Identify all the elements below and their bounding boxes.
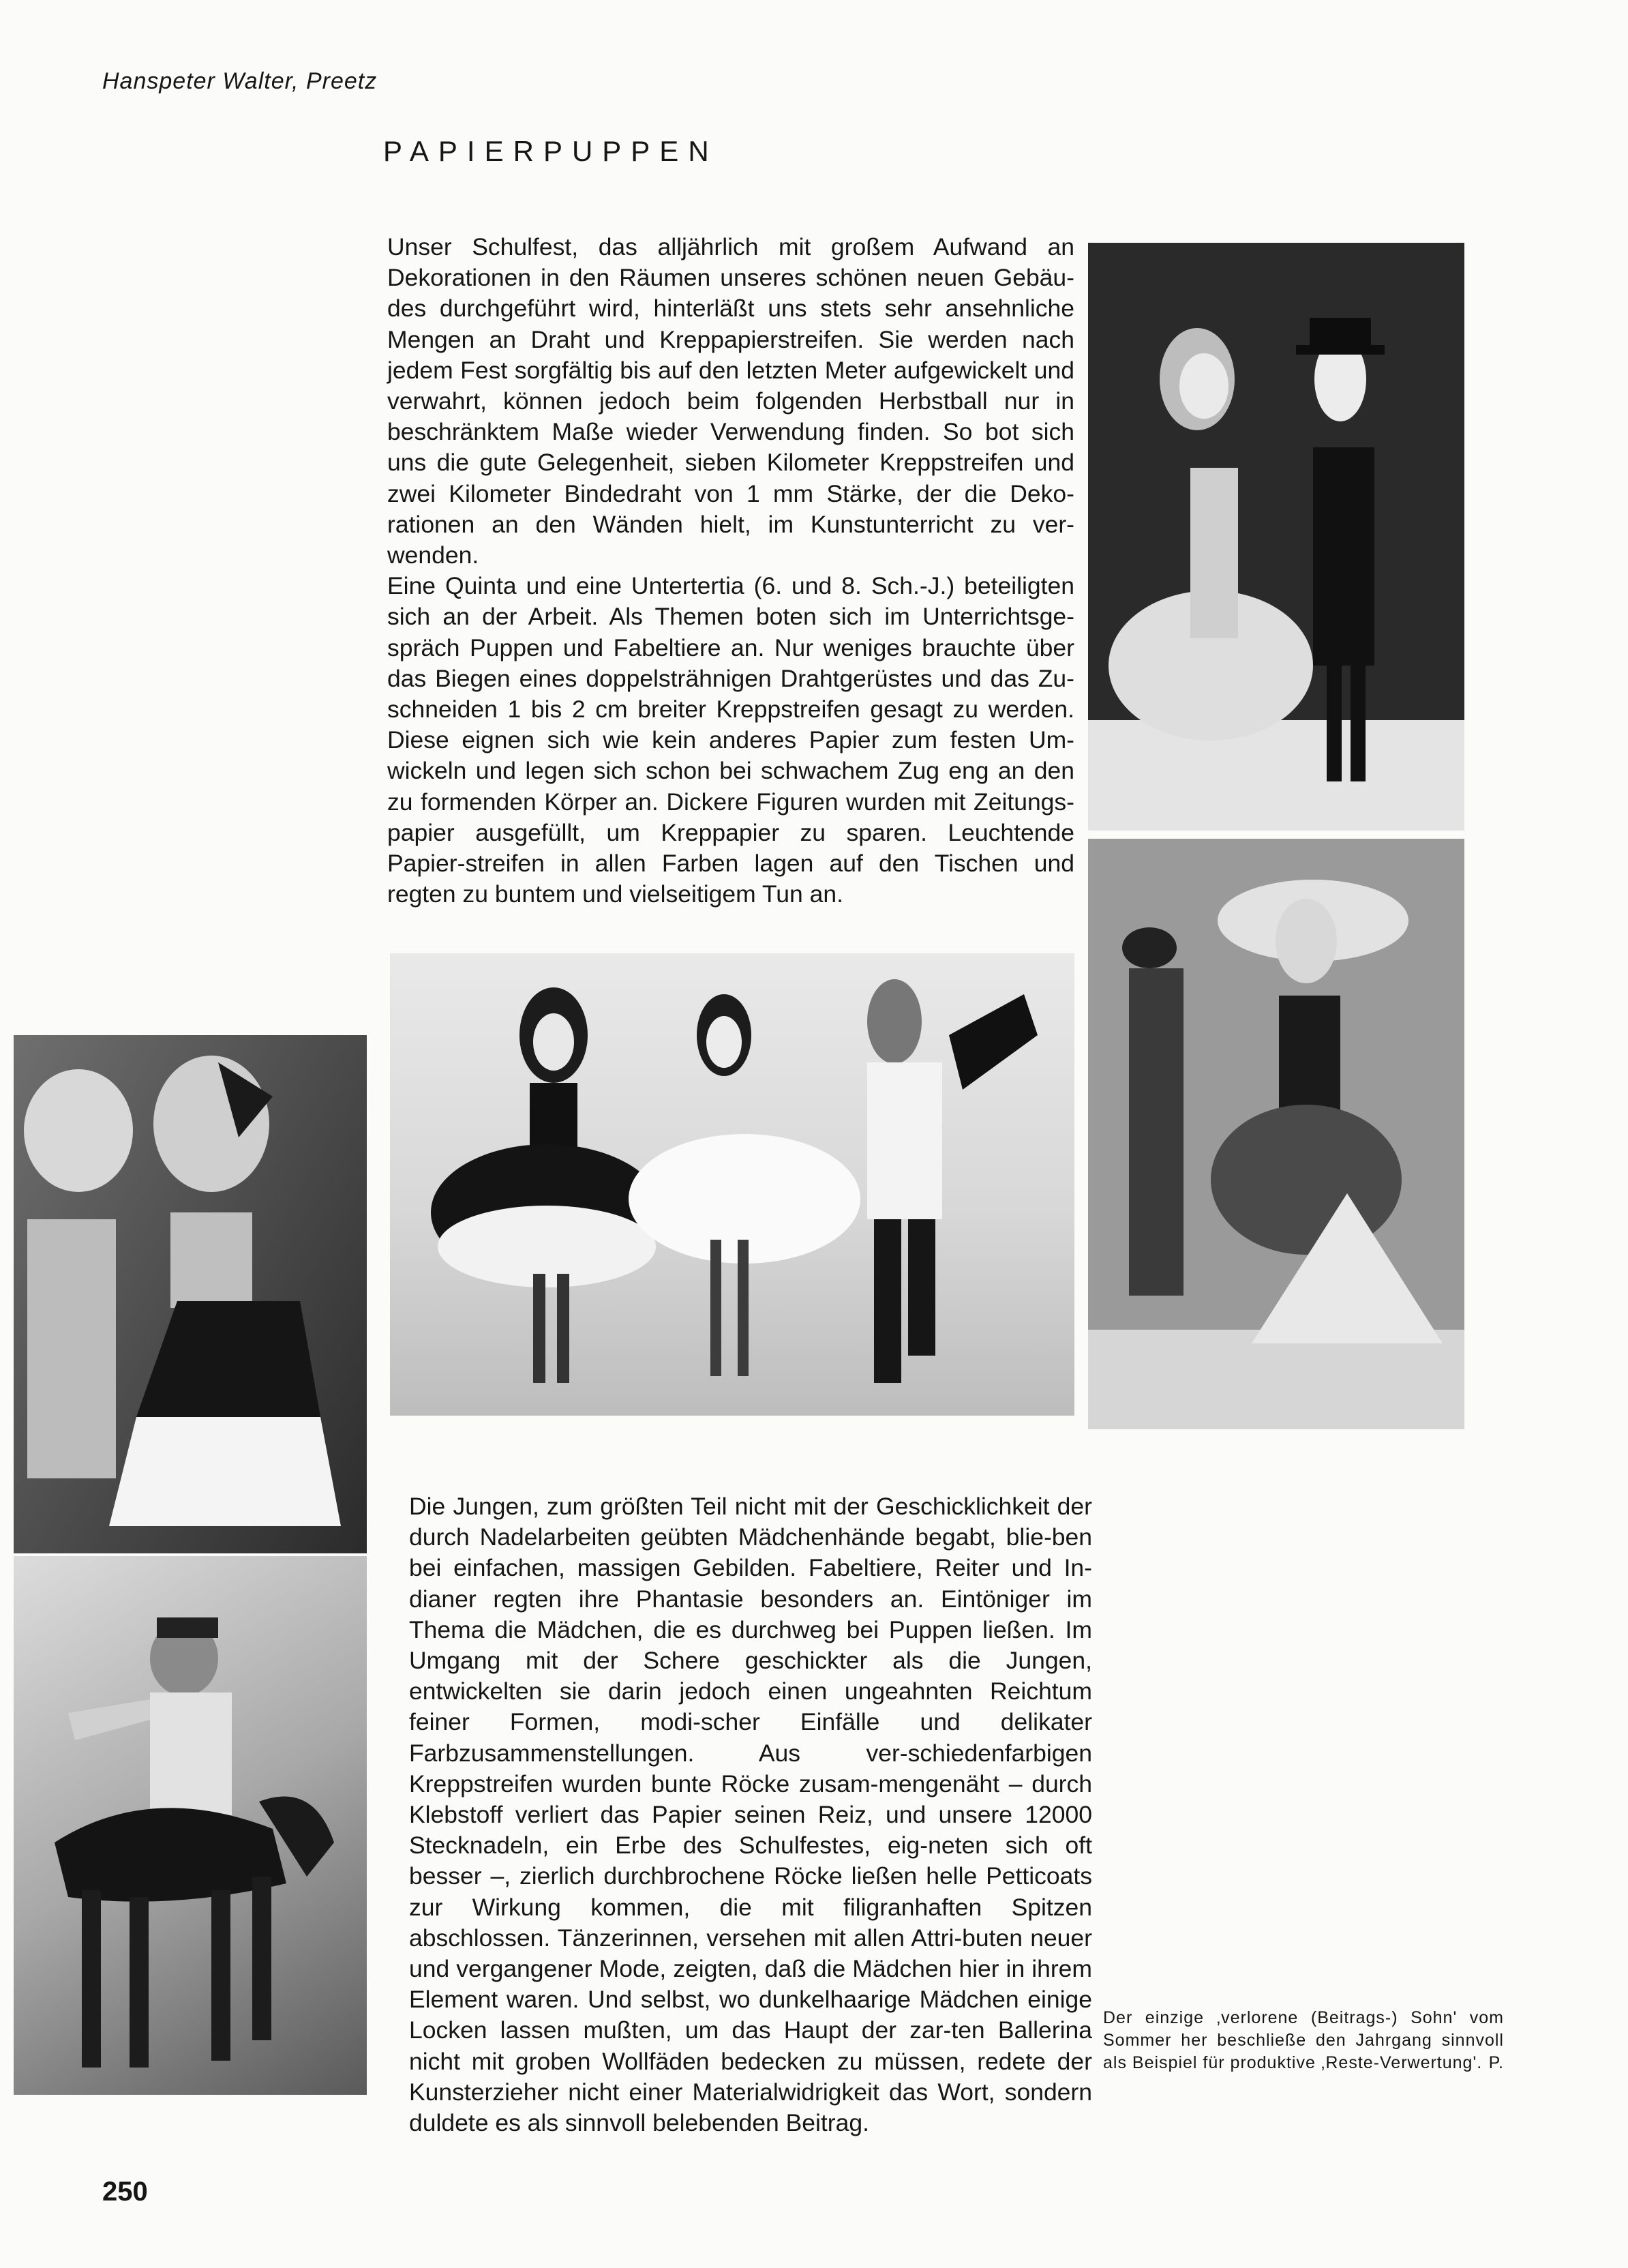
article-title: PAPIERPUPPEN (383, 135, 719, 167)
paragraph: Eine Quinta und eine Untertertia (6. und 8. Sch.-J.) beteiligten sich an der Arbeit. Als Themen boten sich im Unterrichtsge-spräch Puppen und Fabeltiere an. Nur weniges brauchte über das Biegen eines doppelsträhnigen Drahtgerüstes und das Zu-schneiden 1 bis 2 cm breiter Kreppstreifen gesagt zu werden. Diese eignen sich wie kein anderes Papier zum festen Um-wickeln und legen sich schon bei schwachem Zug eng an den zu formenden Körper an. Dickere Figuren wurden mit Zeitungs-papier ausgefüllt, um Kreppapier zu sparen. Leuchtende Papier-streifen in allen Farben lagen auf den Tischen und regten zu buntem und vielseitigem Tun an. (387, 572, 1074, 908)
photo-three-dancers (390, 953, 1074, 1416)
caption-signature: P. (1488, 2053, 1504, 2072)
photo-rider-on-horse-drawing (14, 1556, 367, 2095)
photo-couple-dancing-drawing (1088, 243, 1464, 831)
article-column-1 (387, 232, 1074, 910)
article-column-2 (409, 1491, 1092, 2138)
photo-three-dancers-drawing (390, 953, 1074, 1416)
paragraph: Die Jungen, zum größten Teil nicht mit der Geschicklichkeit der durch Nadelarbeiten geübten Mädchenhände begabt, blie-ben bei einfachen, massigen Gebilden. Fabeltiere, Reiter und In-dianer regten ihre Phantasie besonders an. Eintöniger im Thema die Mädchen, die es durchweg bei Puppen ließen. Im Umgang mit der Schere geschickter als die Jungen, entwickelten sie darin jedoch einen ungeahnten Reichtum feiner Formen, modi-scher Einfälle und delikater Farbzusammenstellungen. Aus ver-schiedenfarbigen Kreppstreifen wurden bunte Röcke zusam-mengenäht – durch Klebstoff verliert das Papier seinen Reiz, und unsere 12000 Stecknadeln, ein Erbe des Schulfestes, eig-neten sich oft besser –, zierlich durchbrochene Röcke ließen helle Petticoats zur Wirkung kommen, die mit filigranhaften Spitzen abschlossen. Tänzerinnen, versehen mit allen Attri-buten neuer und vergangener Mode, zeigten, daß die Mädchen hier in ihrem Element waren. Und selbst, wo dunkelhaarige Mädchen einige Locken lassen mußten, um das Haupt der zar-ten Ballerina nicht mit groben Wollfäden bedecken zu müssen, redete der Kunsterzieher nicht einer Materialwidrigkeit das Wort, sondern duldete es als sinnvoll belebenden Beitrag. (409, 1493, 1092, 2137)
photo-two-dolls-drawing (14, 1035, 367, 1553)
photo-lady-with-hat-drawing (1088, 839, 1464, 1429)
author-line: Hanspeter Walter, Preetz (102, 68, 378, 94)
photo-lady-with-hat (1088, 839, 1464, 1429)
photo-couple-dancing (1088, 243, 1464, 831)
caption-text: Der einzige ‚verlorene (Beitrags-) Sohn' vom Sommer her beschließe den Jahrgang sinnvoll als Beispiel für produktive ‚Reste-Verwertung'. (1103, 2008, 1504, 2072)
page-number: 250 (102, 2177, 148, 2207)
photo-rider-on-horse (14, 1556, 367, 2095)
photo-two-dolls (14, 1035, 367, 1553)
photo-caption (1103, 2007, 1504, 2074)
paragraph: Unser Schulfest, das alljährlich mit großem Aufwand an Dekorationen in den Räumen unseres schönen neuen Gebäu-des durchgeführt wird, hinterläßt uns stets sehr ansehnliche Mengen an Draht und Kreppapierstreifen. Sie werden nach jedem Fest sorgfältig bis auf den letzten Meter aufgewickelt und verwahrt, können jedoch beim folgenden Herbstball nur in beschränktem Maße wieder Verwendung finden. So bot sich uns die gute Gelegenheit, sieben Kilometer Kreppstreifen und zwei Kilometer Bindedraht von 1 mm Stärke, der die Deko-rationen an den Wänden hielt, im Kunstunterricht zu ver-wenden. (387, 233, 1074, 569)
